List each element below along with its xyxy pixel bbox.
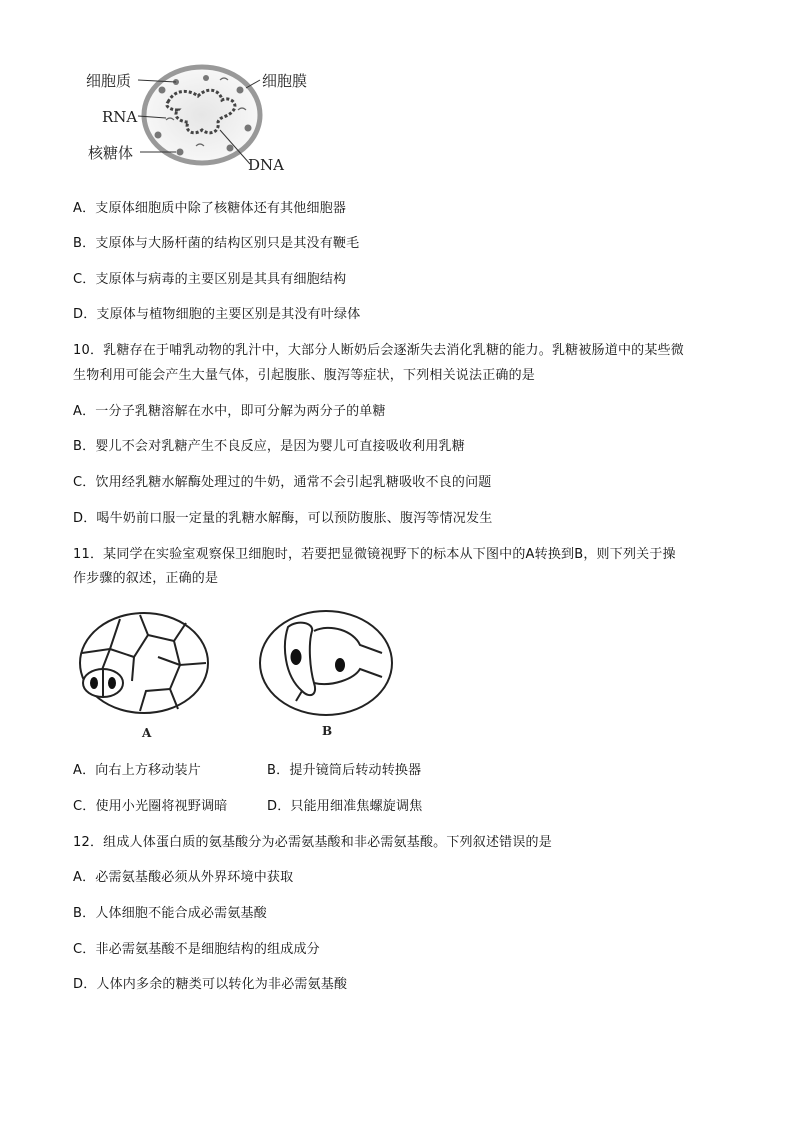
q11-option-b: B．提升镜筒后转动转换器	[267, 763, 422, 778]
figure-label-b: B	[322, 724, 333, 738]
q12-option-a: A．必需氨基酸必须从外界环境中获取	[73, 870, 294, 885]
microscope-fields-figure	[70, 605, 400, 745]
field-b-nucleus-left	[291, 649, 302, 665]
q10-option-b: B．婴儿不会对乳糖产生不良反应，是因为婴儿可直接吸收利用乳糖	[73, 439, 465, 454]
q11-option-c: C．使用小光圈将视野调暗	[73, 799, 228, 814]
label-dna: DNA	[248, 156, 284, 174]
figure-label-a: A	[142, 726, 152, 740]
q11-stem-line2: 作步骤的叙述，正确的是	[73, 571, 219, 586]
q10-option-a: A．一分子乳糖溶解在水中，即可分解为两分子的单糖	[73, 404, 386, 419]
q9-option-b: B．支原体与大肠杆菌的结构区别只是其没有鞭毛	[73, 236, 360, 251]
field-a-guard-cells	[83, 669, 123, 697]
mycoplasma-cell-figure	[80, 60, 340, 180]
q12-stem: 12．组成人体蛋白质的氨基酸分为必需氨基酸和非必需氨基酸。下列叙述错误的是	[73, 835, 552, 850]
q11-stem-line1: 11．某同学在实验室观察保卫细胞时，若要把显微镜视野下的标本从下图中的A转换到B，则下列关于操	[73, 547, 676, 562]
q9-option-d: D．支原体与植物细胞的主要区别是其没有叶绿体	[73, 307, 361, 322]
q9-option-a: A．支原体细胞质中除了核糖体还有其他细胞器	[73, 201, 347, 216]
label-ribosome: 核糖体	[88, 144, 134, 162]
q12-option-d: D．人体内多余的糖类可以转化为非必需氨基酸	[73, 977, 348, 992]
label-cytoplasm: 细胞质	[86, 72, 132, 90]
label-membrane: 细胞膜	[262, 72, 308, 90]
field-a	[80, 613, 208, 713]
q12-option-c: C．非必需氨基酸不是细胞结构的组成成分	[73, 942, 320, 957]
q12-option-b: B．人体细胞不能合成必需氨基酸	[73, 906, 267, 921]
q9-option-c: C．支原体与病毒的主要区别是其具有细胞结构	[73, 272, 347, 287]
q10-option-c: C．饮用经乳糖水解酶处理过的牛奶，通常不会引起乳糖吸收不良的问题	[73, 475, 492, 490]
field-b-nucleus-right	[335, 658, 345, 672]
q10-stem-line2: 生物利用可能会产生大量气体，引起腹胀、腹泻等症状，下列相关说法正确的是	[73, 368, 536, 383]
label-rna: RNA	[102, 108, 138, 126]
q10-option-d: D．喝牛奶前口服一定量的乳糖水解酶，可以预防腹胀、腹泻等情况发生	[73, 511, 493, 526]
q11-option-d: D．只能用细准焦螺旋调焦	[267, 799, 423, 814]
q10-stem-line1: 10．乳糖存在于哺乳动物的乳汁中，大部分人断奶后会逐渐失去消化乳糖的能力。乳糖被肠道中的某些微	[73, 343, 684, 358]
field-b	[260, 611, 392, 715]
q11-option-a: A．向右上方移动装片	[73, 763, 201, 778]
